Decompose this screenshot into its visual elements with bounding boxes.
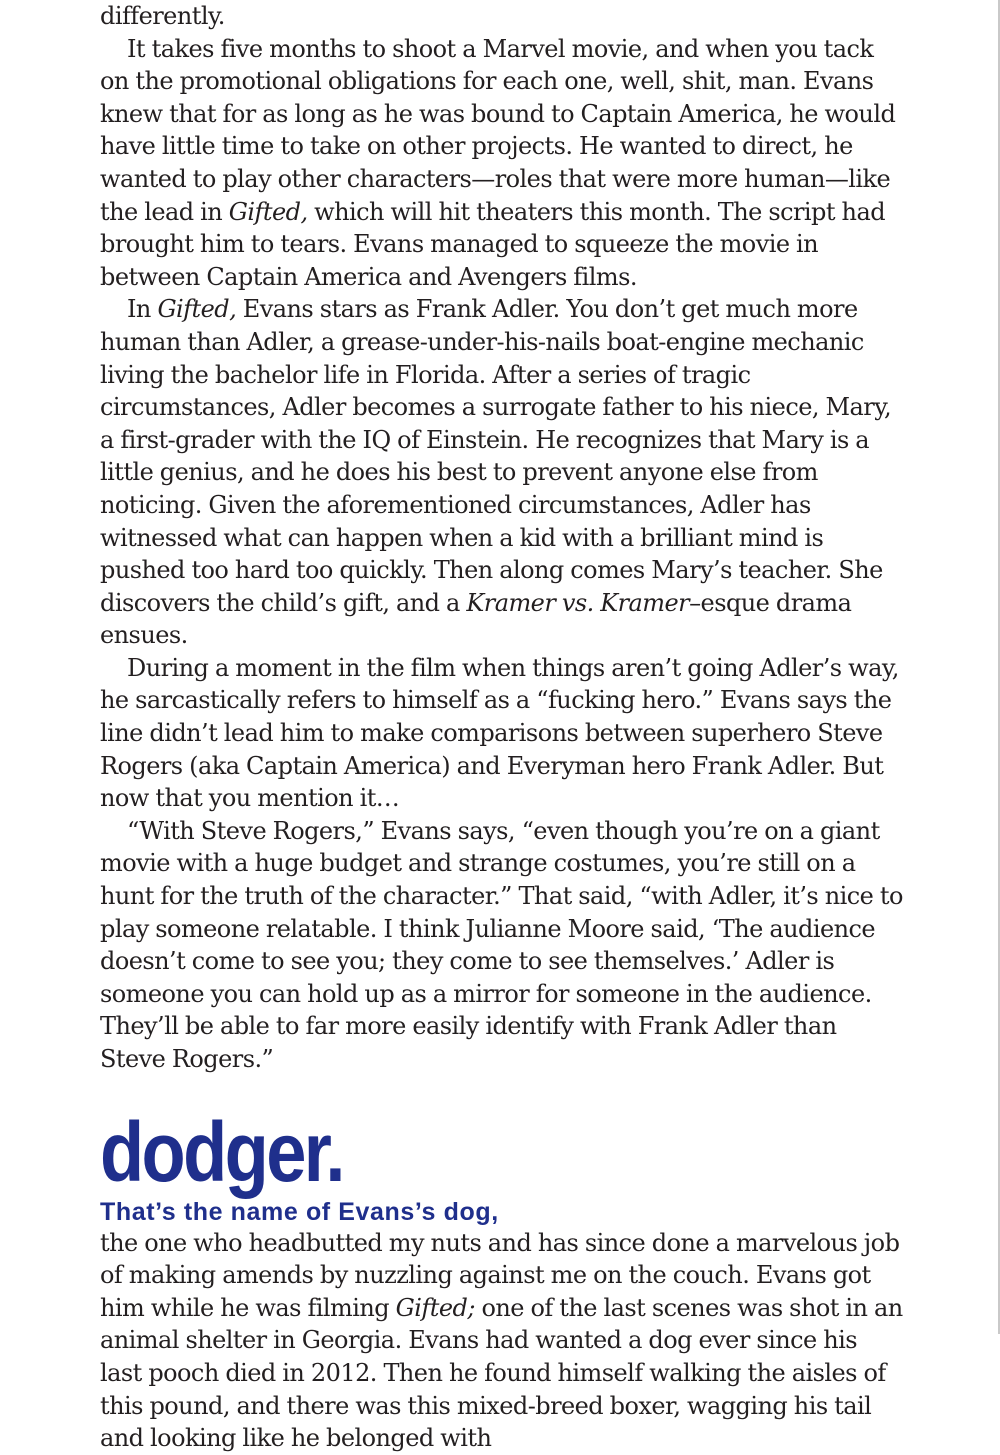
paragraph-steve-rogers-quote: “With Steve Rogers,” Evans says, “even though you’re on a giant movie with a huge budget and strange costumes, you’re still on a hunt for the truth of the character.” That said, “with Adler, it’s nice to play someone relatable. I think Julianne Moore said, ‘The audience doesn’t come to see you; they come to see themselves.’ Adler is someone you can hold up as a mirror for someone in the audience. They’ll be able to far more easily identify with Frank Adler than Steve Rogers.” — [100, 816, 903, 1073]
article-body — [100, 0, 905, 1076]
article-page — [100, 0, 905, 1455]
paragraph-hero-line: During a moment in the film when things aren’t going Adler’s way, he sarcastically refers to himself as a “fucking hero.” Evans says the line didn’t lead him to make comparisons between superhero Steve Rogers (aka Captain America) and Everyman hero Frank Adler. But now that you mention it… — [100, 653, 899, 813]
section-kicker: dodger. — [100, 1104, 343, 1199]
paragraph-five-months: It takes five months to shoot a Marvel movie, and when you tack on the promotional obligations for each one, well, shit, man. Evans knew that for as long as he was bound to Captain America, he would have little time to take on other projects. He wanted to direct, he wanted to play other characters—roles that were more human—like the lead in Gifted, which will hit theaters this month. The script had brought him to tears. Evans managed to squeeze the movie in between Captain America and Avengers films. — [100, 34, 896, 291]
section-subhead: That’s the name of Evans’s dog, — [100, 1197, 499, 1226]
paragraph-dodger: the one who headbutted my nuts and has since done a marvelous job of making amends by nuzzling against me on the couch. Evans got him while he was filming Gifted; one of the last scenes was shot in an animal shelter in Georgia. Evans had wanted a dog ever since his last pooch died in 2012. Then he found himself walking the aisles of this pound, and there was this mixed-breed boxer, wagging his tail and looking like he belonged with — [100, 1228, 903, 1453]
continued-fragment: differently. — [100, 2, 225, 30]
section-body — [100, 1227, 905, 1455]
paragraph-gifted-plot: In Gifted, Evans stars as Frank Adler. You don’t get much more human than Adler, a grease-under-his-nails boat-engine mechanic living the bachelor life in Florida. After a series of tragic circumstances, Adler becomes a surrogate father to his niece, Mary, a first-grader with the IQ of Einstein. He recognizes that Mary is a little genius, and he does his best to prevent anyone else from noticing. Given the aforementioned circumstances, Adler has witnessed what can happen when a kid with a brilliant mind is pushed too hard too quickly. Then along comes Mary’s teacher. She discovers the child’s gift, and a Kramer vs. Kramer–esque drama ensues. — [100, 295, 892, 650]
